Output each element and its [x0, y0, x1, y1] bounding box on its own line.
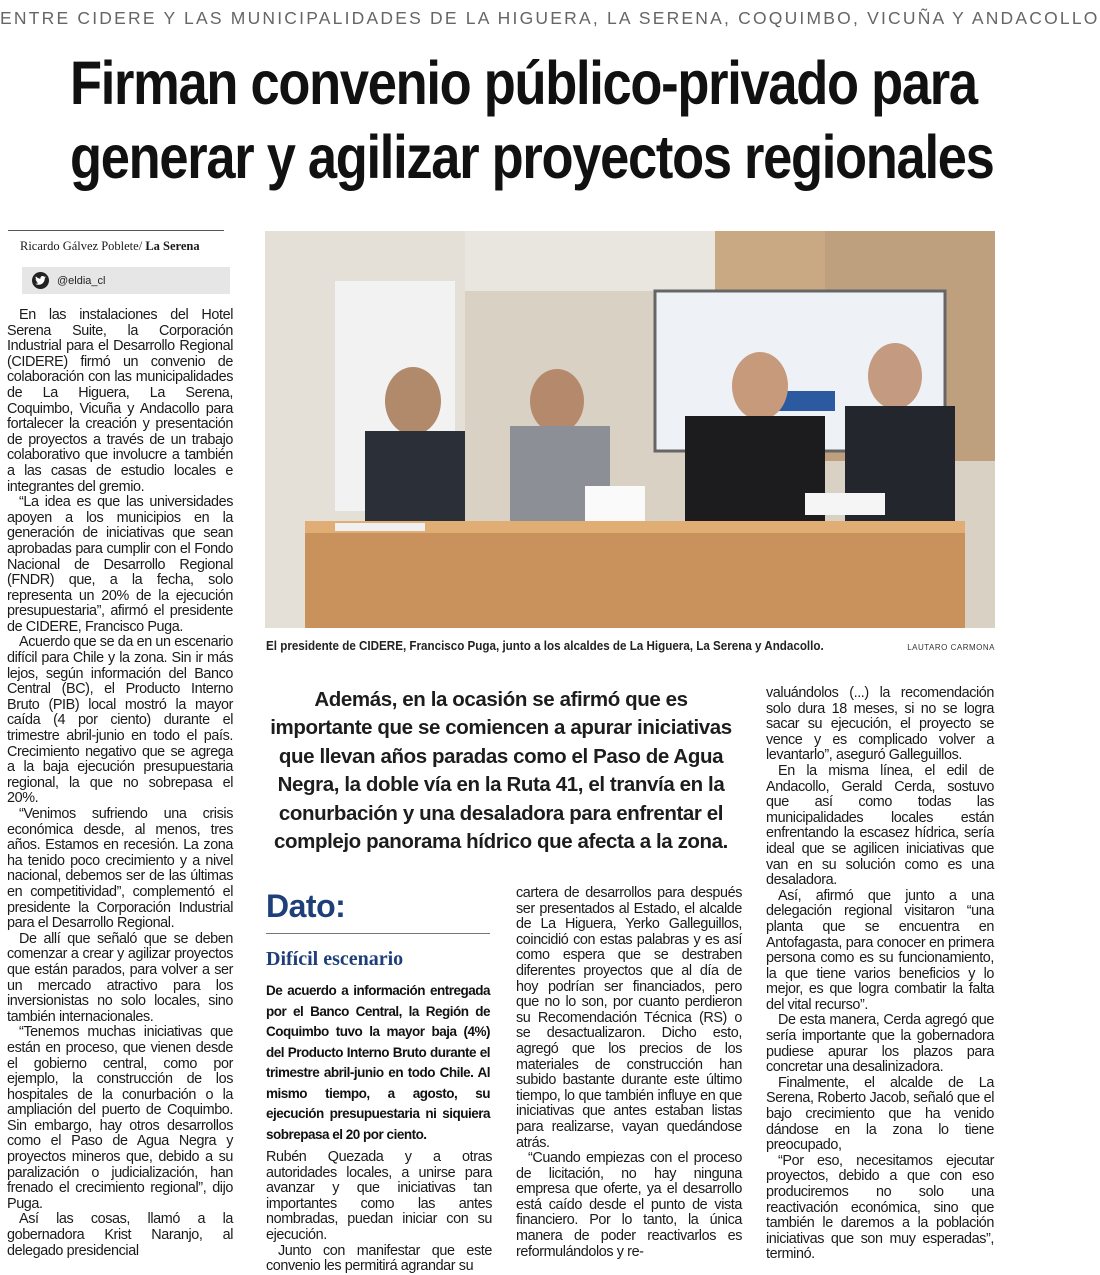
paragraph: “Cuando empiezas con el proceso de licitación, no hay ninguna empresa que oferte, ya el desarrollo está caído desde el punto de vista financiero. Por lo tanto, la única manera de poder reactivarlos es reformulándolos y re-: [516, 1150, 742, 1260]
headline-line-2: generar y agilizar proyectos regionales: [70, 123, 994, 191]
paragraph: “Por eso, necesitamos ejecutar proyectos, debido a que con eso produciremos no solo una reactivación económica, sino que también le daremos a la población iniciativas que son muy esperadas”, terminó.: [766, 1152, 994, 1263]
dato-box: [266, 888, 490, 1145]
photo-illustration: [265, 231, 995, 628]
paragraph: “La idea es que las universidades apoyen a los municipios en la generación de iniciativas que sean aprobadas para cumplir con el Fondo Nacional de Desarrollo Regional (FNDR) que, a la fecha, solo representa un 20% de la ejecución presupuestaria”, afirmó el presidente de CIDERE, Francisco Puga.: [7, 494, 233, 635]
paragraph: En las instalaciones del Hotel Serena Suite, la Corporación Industrial para el Desarrollo Regional (CIDERE) firmó un convenio de colaboración con las municipalidades de La Higuera, La Serena, Coquimbo, Vicuña y Andacollo para fortalecer la creación y presentación de proyectos a través de un trabajo colaborativo que involucre a también a las casas de estudio locales e integrantes del gremio.: [7, 307, 233, 495]
twitter-row[interactable]: [22, 267, 230, 294]
twitter-handle: @eldia_cl: [57, 274, 106, 287]
paragraph: De allí que señaló que se deben comenzar a crear y agilizar proyectos que están parados, para volver a ser un mercado atractivo para los inversionistas no solo locales, sino también internacionales.: [7, 930, 233, 1025]
paragraph: cartera de desarrollos para después ser presentados al Estado, el alcalde de La Higuera, Yerko Galleguillos, coincidió con estas palabras y es así como espera que se destraben diferentes proyectos que al día de hoy podrían ser financiados, pero que no lo son, por cuanto perdieron su Recomendación Técnica (RS) o se desactualizaron. Dicho esto, agregó que los precios de los materiales de construcción han subido bastante durante este último tiempo, lo que también influye en que iniciativas que antes estaban listas para realizarse, vayan quedándose atrás.: [516, 885, 742, 1151]
paragraph: Rubén Quezada y a otras autoridades locales, a unirse para avanzar y que iniciativas tan importantes como las antes nombradas, puedan iniciar con su ejecución.: [266, 1149, 492, 1243]
byline-box: [8, 230, 224, 296]
paragraph: Acuerdo que se da en un escenario difícil para Chile y la zona. Sin ir más lejos, según información del Banco Central (BC), el Producto Interno Bruto (PIB) local mostró la mayor caída (4 por ciento) durante el trimestre abril-junio en todo el país. Crecimiento negativo que se agrega a la baja ejecución presupuestaria regional, la que no sobrepasa el 20%.: [7, 634, 234, 807]
headline: [70, 46, 994, 194]
paragraph: “Venimos sufriendo una crisis económica desde, al menos, tres años. Estamos en recesión. La zona ha tenido poco crecimiento y a nivel nacional, debemos ser de las últimas en competitividad”, complementó el presidente la Corporación Industrial para el Desarrollo Regional.: [7, 806, 233, 932]
byline-location: La Serena: [145, 239, 200, 253]
byline-author: Ricardo Gálvez Poblete/: [20, 239, 143, 253]
news-photo: [265, 231, 995, 628]
paragraph: De esta manera, Cerda agregó que sería importante que la gobernadora pudiese apurar los plazos para concretar una desalinizadora.: [766, 1012, 994, 1076]
paragraph: “Tenemos muchas iniciativas que están en proceso, que vienen desde el gobierno central, como por ejemplo, la construcción de los hospitales de la conurbación o la ampliación del puerto de Coquimbo. Sin embargo, hay otros desarrollos como el Paso de Agua Negra y proyectos mineros que, debido a su paralización o judicialización, han frenado el crecimiento regional”, dijo Puga.: [7, 1024, 233, 1212]
column-1: [7, 308, 233, 1259]
dato-body: De acuerdo a información entregada por el Banco Central, la Región de Coquimbo tuvo la mayor baja (4%) del Producto Interno Bruto durante el trimestre abril-junio en todo Chile. Al mismo tiempo, a agosto, su ejecución presupuestaria ni siquiera sobrepasa el 20 por ciento.: [266, 983, 490, 1142]
paragraph: En la misma línea, el edil de Andacollo, Gerald Cerda, sostuvo que así como todas las municipalidades locales están enfrentando la escasez hídrica, sería ideal que se agilicen iniciativas que van en su solución como es una desaladora.: [766, 762, 994, 889]
paragraph: Así las cosas, llamó a la gobernadora Krist Naranjo, al delegado presidencial: [7, 1211, 233, 1259]
paragraph: Junto con manifestar que este convenio les permitirá agrandar su: [266, 1242, 492, 1275]
dato-subtitle: Difícil escenario: [266, 948, 404, 970]
column-4: [766, 686, 994, 1263]
photo-credit: LAUTARO CARMONA: [907, 643, 995, 652]
twitter-bird-icon: [32, 272, 49, 289]
column-3: [516, 886, 742, 1260]
column-2: [266, 1150, 492, 1275]
byline: [8, 231, 224, 254]
photo-caption: El presidente de CIDERE, Francisco Puga, junto a los alcaldes de La Higuera, La Serena y Andacollo.: [266, 639, 824, 653]
paragraph: Finalmente, el alcalde de La Serena, Roberto Jacob, señaló que el bajo crecimiento que ha venido dándose en la zona lo tiene preocupado,: [766, 1074, 994, 1154]
headline-line-1: Firman convenio público-privado para: [70, 49, 977, 117]
paragraph: Así, afirmó que junto a una delegación regional visitaron “una planta que se encuentra en Antofagasta, para conocer en primera persona como es su funcionamiento, la que tiene varios beneficios y lo mejor, es que logra combatir la falta del vital recurso”.: [766, 887, 994, 1013]
pull-quote: Además, en la ocasión se afirmó que es importante que se comiencen a apurar iniciativas que llevan años paradas como el Paso de Agua Negra, la doble vía en la Ruta 41, el tranvía en la conurbación y una desaladora para enfrentar el complejo panorama hídrico que afecta a la zona.: [270, 688, 732, 854]
kicker: ENTRE CIDERE Y LAS MUNICIPALIDADES DE LA HIGUERA, LA SERENA, COQUIMBO, VICUÑA Y ANDACOLLO: [0, 8, 1100, 28]
dato-title: Dato:: [266, 888, 490, 934]
paragraph: valuándolos (...) la recomendación solo dura 18 meses, si no se logra sacar su ejecución, el proyecto se vence y es complicado volver a levantarlo”, aseguró Galleguillos.: [766, 685, 994, 764]
